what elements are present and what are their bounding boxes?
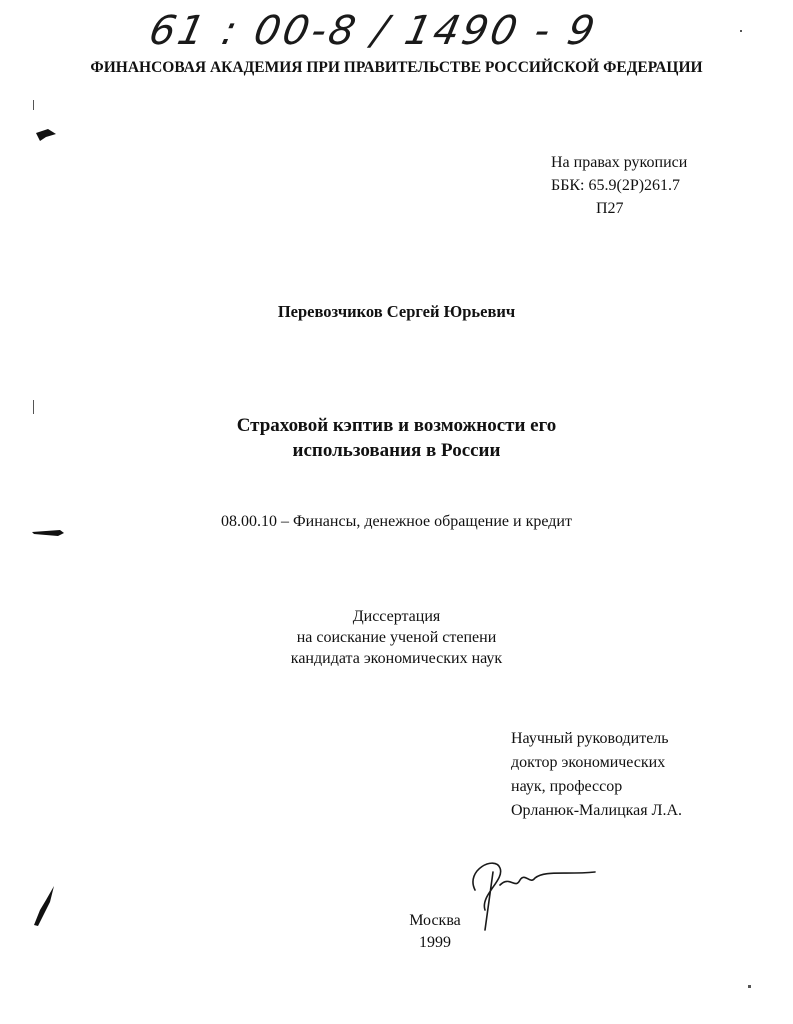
degree-line-2: на соискание ученой степени (296, 629, 497, 646)
supervisor-line-1: Научный руководитель (511, 730, 669, 747)
supervisor-name: Орланюк-Малицкая Л.А. (511, 802, 683, 819)
institution-name: ФИНАНСОВАЯ АКАДЕМИЯ ПРИ ПРАВИТЕЛЬСТВЕ РОССИЙСКОЙ ФЕДЕРАЦИИ (90, 59, 703, 76)
specialty-code: 08.00.10 – Финансы, денежное обращение и кредит (221, 513, 572, 530)
supervisor-block (511, 727, 682, 823)
supervisor-line-2: доктор экономических (511, 754, 666, 771)
city: Москва (409, 912, 461, 929)
rights-notice: На правах рукописи (551, 154, 688, 171)
author-mark-code: П27 (596, 200, 624, 217)
place-and-year (400, 910, 470, 954)
year: 1999 (419, 934, 451, 951)
supervisor-line-3: наук, профессор (511, 778, 623, 795)
scan-artifact (34, 125, 64, 145)
title-line-1: Страховой кэптив и возможности его (236, 415, 557, 436)
bbk-code: ББК: 65.9(2Р)261.7 (551, 177, 681, 194)
title-line-2: использования в России (292, 440, 501, 461)
author-name: Перевозчиков Сергей Юрьевич (277, 302, 516, 321)
scan-artifact (33, 100, 34, 110)
scan-artifact (740, 30, 742, 32)
signature-scribble (455, 850, 605, 935)
degree-block (0, 606, 793, 669)
scan-artifact (748, 985, 751, 988)
scan-artifact (30, 522, 66, 542)
scan-artifact (33, 400, 34, 414)
scan-artifact (30, 880, 60, 930)
degree-line-3: кандидата экономических наук (290, 650, 503, 667)
handwritten-archive-number: 61 : 00-8 / 1490 - 9 (145, 8, 602, 54)
degree-line-1: Диссертация (352, 608, 441, 625)
dissertation-title (0, 413, 793, 463)
rights-block (551, 151, 687, 220)
